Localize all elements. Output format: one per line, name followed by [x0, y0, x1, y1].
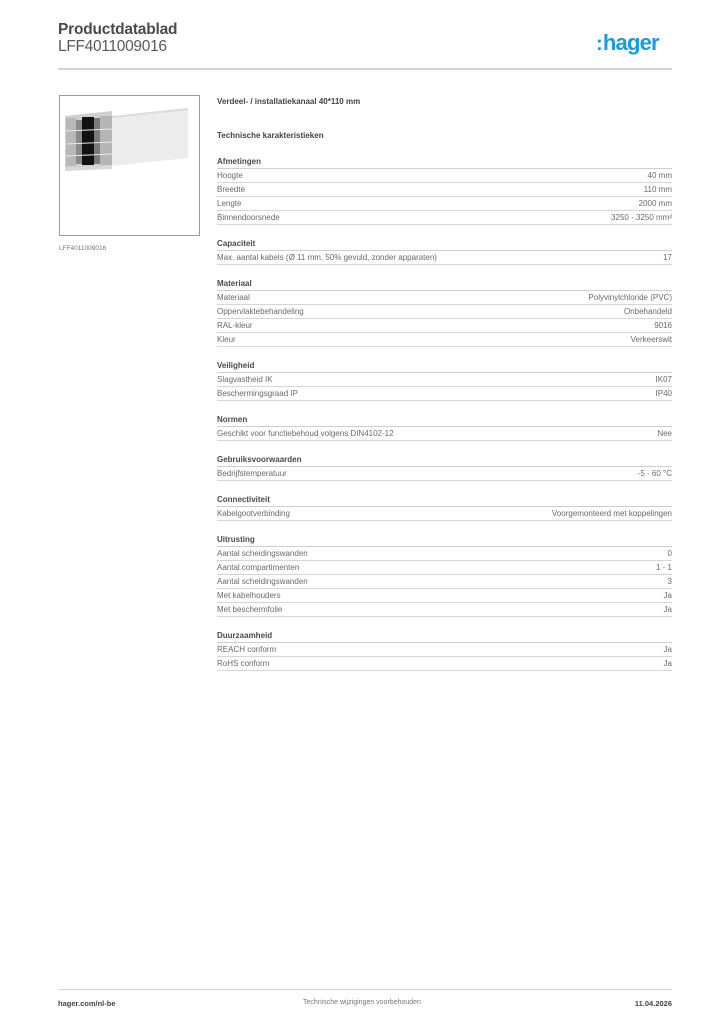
- spec-value: Ja: [663, 605, 672, 614]
- spec-value: 3: [667, 577, 672, 586]
- spec-label: Geschikt voor functiebehoud volgens DIN4102-12: [217, 429, 394, 438]
- spec-row: [217, 251, 672, 265]
- spec-row: [217, 561, 672, 575]
- spec-section: [217, 277, 672, 347]
- spec-label: Binnendoorsnede: [217, 213, 280, 222]
- image-caption: LFF4011009016: [59, 245, 107, 252]
- tech-characteristics-heading: Technische karakteristieken: [217, 131, 324, 140]
- spec-row: [217, 333, 672, 347]
- spec-value: Onbehandeld: [623, 307, 672, 316]
- spec-row: [217, 589, 672, 603]
- spec-value: 0: [667, 549, 672, 558]
- spec-row: [217, 603, 672, 617]
- spec-value: IK07: [655, 375, 672, 384]
- spec-label: Slagvastheid IK: [217, 375, 273, 384]
- spec-row: [217, 657, 672, 671]
- spec-row: [217, 169, 672, 183]
- product-description: Verdeel- / installatiekanaal 40*110 mm: [217, 97, 361, 106]
- spec-label: Materiaal: [217, 293, 250, 302]
- spec-value: 110 mm: [643, 185, 672, 194]
- spec-row: [217, 211, 672, 225]
- section-title: Connectiviteit: [217, 493, 672, 507]
- spec-row: [217, 319, 672, 333]
- spec-label: Aantal scheidingswanden: [217, 549, 308, 558]
- page-title: Productdatablad: [58, 21, 178, 38]
- spec-row: [217, 305, 672, 319]
- spec-value: 9016: [654, 321, 672, 330]
- spec-section: [217, 629, 672, 671]
- spec-value: 1 - 1: [655, 563, 672, 572]
- spec-value: Ja: [663, 659, 672, 668]
- spec-row: [217, 387, 672, 401]
- spec-section: [217, 237, 672, 265]
- spec-row: [217, 373, 672, 387]
- spec-section: [217, 359, 672, 401]
- section-title: Duurzaamheid: [217, 629, 672, 643]
- logo-colon-icon: :: [596, 33, 602, 55]
- spec-section: [217, 493, 672, 521]
- spec-row: [217, 643, 672, 657]
- spec-label: Max. aantal kabels (Ø 11 mm, 50% gevuld, zonder apparaten): [217, 253, 437, 262]
- section-title: Veiligheid: [217, 359, 672, 373]
- section-title: Capaciteit: [217, 237, 672, 251]
- spec-value: 40 mm: [647, 171, 672, 180]
- spec-label: Met beschermfolie: [217, 605, 283, 614]
- header-divider: [58, 68, 672, 70]
- spec-row: [217, 197, 672, 211]
- spec-value: 17: [663, 253, 672, 262]
- product-code: LFF4011009016: [58, 38, 167, 55]
- spec-label: Beschermingsgraad IP: [217, 389, 298, 398]
- spec-section: [217, 533, 672, 617]
- spec-label: REACH conform: [217, 645, 277, 654]
- hager-logo: [596, 30, 659, 56]
- section-title: Afmetingen: [217, 155, 672, 169]
- footer-disclaimer: Technische wijzigingen voorbehouden: [303, 999, 421, 1006]
- section-title: Normen: [217, 413, 672, 427]
- spec-value: Verkeerswit: [630, 335, 672, 344]
- footer-date: 11.04.2026: [634, 999, 672, 1008]
- spec-label: Met kabelhouders: [217, 591, 281, 600]
- spec-label: RAL-kleur: [217, 321, 253, 330]
- spec-label: Breedte: [217, 185, 246, 194]
- spec-section: [217, 413, 672, 441]
- spec-label: Hoogte: [217, 171, 243, 180]
- spec-row: [217, 427, 672, 441]
- spec-value: Ja: [663, 645, 672, 654]
- spec-value: 3250 - 3250 mm²: [611, 213, 672, 222]
- logo-text: hager: [602, 30, 659, 55]
- spec-label: Aantal compartimenten: [217, 563, 300, 572]
- footer-divider: [58, 989, 672, 990]
- spec-row: [217, 291, 672, 305]
- spec-value: Ja: [663, 591, 672, 600]
- spec-value: Nee: [657, 429, 672, 438]
- spec-content: [217, 95, 672, 671]
- footer-website: hager.com/nl-be: [58, 999, 116, 1008]
- spec-section: [217, 453, 672, 481]
- spec-row: [217, 467, 672, 481]
- spec-value: IP40: [655, 389, 672, 398]
- spec-label: Lengte: [217, 199, 242, 208]
- spec-row: [217, 575, 672, 589]
- section-title: Gebruiksvoorwaarden: [217, 453, 672, 467]
- spec-label: RoHS conform: [217, 659, 270, 668]
- spec-sections: [217, 155, 672, 671]
- spec-label: Kabelgootverbinding: [217, 509, 290, 518]
- spec-label: Bedrijfstemperatuur: [217, 469, 287, 478]
- cable-trunking-illustration-icon: [60, 96, 199, 235]
- spec-value: -5 - 60 °C: [637, 469, 672, 478]
- spec-label: Kleur: [217, 335, 236, 344]
- product-image: [59, 95, 200, 236]
- spec-value: Voorgemonteerd met koppelingen: [551, 509, 672, 518]
- spec-row: [217, 547, 672, 561]
- spec-value: 2000 mm: [638, 199, 672, 208]
- spec-row: [217, 507, 672, 521]
- spec-label: Aantal scheidingswanden: [217, 577, 308, 586]
- spec-section: [217, 155, 672, 225]
- spec-label: Oppervlaktebehandeling: [217, 307, 304, 316]
- section-title: Uitrusting: [217, 533, 672, 547]
- spec-value: Polyvinylchloride (PVC): [588, 293, 672, 302]
- spec-row: [217, 183, 672, 197]
- section-title: Materiaal: [217, 277, 672, 291]
